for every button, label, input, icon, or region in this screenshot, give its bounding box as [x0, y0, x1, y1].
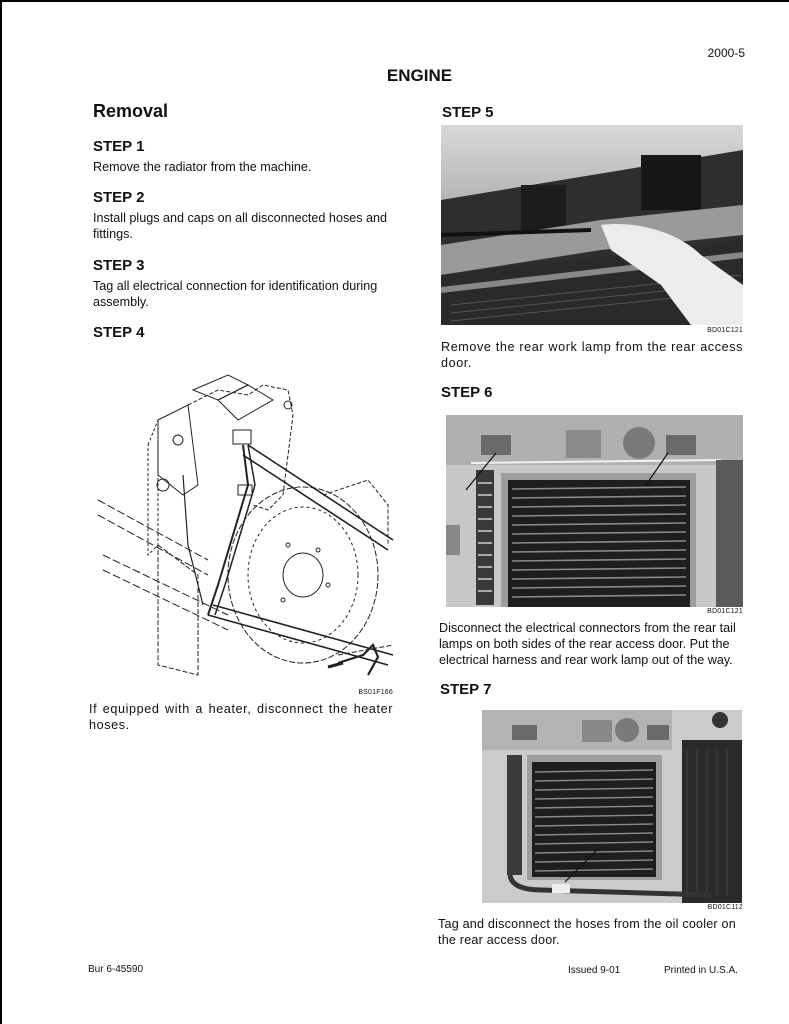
- step-5-text: Remove the rear work lamp from the rear access door.: [441, 340, 743, 370]
- step-4-heading: STEP 4: [93, 324, 145, 341]
- step-6-figure-code: BD01C121: [707, 608, 743, 615]
- footer-doc-number: Bur 6-45590: [88, 964, 144, 975]
- step-6-heading: STEP 6: [441, 384, 493, 401]
- step-7-heading: STEP 7: [440, 681, 492, 698]
- step-5-heading: STEP 5: [442, 104, 494, 121]
- step-1-text: Remove the radiator from the machine.: [93, 160, 312, 174]
- step-4-text: If equipped with a heater, disconnect the heater hoses.: [89, 702, 393, 732]
- page-number: 2000-5: [707, 46, 745, 60]
- step-2-text: Install plugs and caps on all disconnected hoses and fittings.: [93, 211, 388, 241]
- step-7-text: Tag and disconnect the hoses from the oil cooler on the rear access door.: [438, 917, 736, 947]
- page-border-left: [0, 0, 2, 1024]
- page-title: ENGINE: [386, 66, 453, 85]
- section-title: Removal: [93, 101, 169, 121]
- step-2-heading: STEP 2: [93, 189, 145, 206]
- step-5-figure-code: BD01C121: [707, 327, 743, 334]
- rear-access-door-photo: [446, 415, 743, 607]
- footer-issued: Issued 9-01: [568, 965, 621, 976]
- step-7-figure-code: BD01C112: [707, 904, 743, 911]
- engine-line-drawing: [88, 345, 398, 685]
- step-4-figure-code: BS01F166: [358, 689, 393, 696]
- step-3-heading: STEP 3: [93, 257, 145, 274]
- step-6-text: Disconnect the electrical connectors from the rear tail lamps on both sides of the rear access door. Put the electrical harness and rear work lamp out of the way.: [439, 621, 736, 667]
- step-3-text: Tag all electrical connection for identification during assembly.: [93, 279, 378, 309]
- rear-work-lamp-photo: [441, 125, 743, 325]
- step-1-heading: STEP 1: [93, 138, 145, 155]
- page-border-top: [0, 0, 789, 2]
- footer-printed: Printed in U.S.A.: [664, 965, 738, 976]
- oil-cooler-photo: [482, 710, 742, 903]
